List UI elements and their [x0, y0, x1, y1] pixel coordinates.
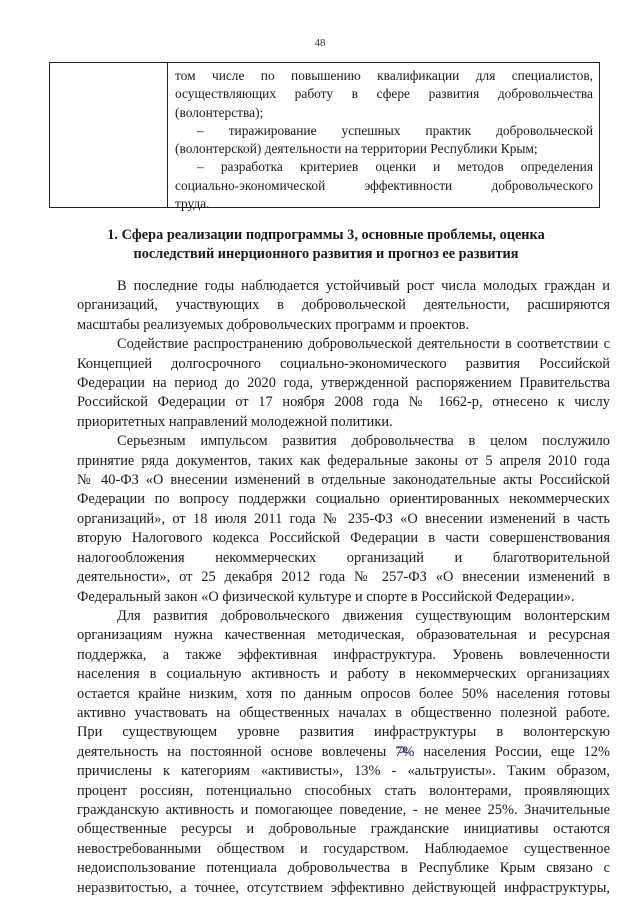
table-line: – разработка критериев оценки и методов определения — [197, 159, 593, 175]
body-line: Российской Федерации от 17 ноября 2008 года № 1662-р, отнесено к числу — [77, 394, 610, 411]
body-line: общественные ресурсы и добровольные гражданские инициативы остаются — [77, 821, 610, 838]
body-line: активно участвовать на общественных началах в общественно полезной работе. — [77, 704, 610, 721]
body-line: деятельность на постоянной основе вовлечены 7% населения России, еще 12% — [77, 743, 610, 760]
page-number: 48 — [314, 37, 326, 49]
body-line: В последние годы наблюдается устойчивый рост числа молодых граждан и — [117, 278, 610, 294]
body-line: процент россиян, потенциально способных стать волонтерами, проявляющих — [77, 782, 610, 799]
heading-line: 1. Сфера реализации подпрограммы 3, основные проблемы, оценка — [107, 227, 545, 243]
body-line: недоиспользование потенциала добровольчества в Республике Крым связано с — [77, 860, 610, 877]
body-line: Серьезным импульсом развития добровольчества в целом послужило — [117, 433, 610, 450]
table-line: осуществляющих работу в сфере развития добровольчества — [175, 86, 593, 102]
table-line: труда. — [175, 196, 210, 212]
body-line: Концепцией долгосрочного социально-экономического развития Российской — [77, 355, 610, 372]
body-line: невостребованными обществом и государством. Наблюдаемое существенное — [77, 840, 610, 857]
body-text — [77, 277, 610, 898]
table-line: (волонтерской) деятельности на территории Республики Крым; — [175, 141, 538, 157]
body-line: вторую Налогового кодекса Российской Федерации в части совершенствования — [77, 530, 610, 547]
body-line: неразвитостью, а точнее, отсутствием эффективно действующей инфраструктуры, — [77, 879, 610, 896]
body-line: При существующем уровне развития инфраструктуры в волонтерскую — [77, 724, 610, 741]
continued-table — [49, 62, 600, 212]
table-right-cell — [168, 63, 599, 212]
body-line: организаций», от 18 июля 2011 года № 235-ФЗ «О внесении изменений в часть — [77, 510, 610, 527]
body-line: организаций, участвующих в добровольческой деятельности, расширяются — [77, 297, 610, 314]
body-line: Федерации по вопросу поддержки социально ориентированных некоммерческих — [77, 491, 610, 508]
body-line: населения в социальную активность и работу в некоммерческих организациях — [77, 666, 610, 683]
table-left-cell — [50, 63, 168, 207]
body-line: деятельности», от 25 декабря 2012 года № 257-ФЗ «О внесении изменений в — [77, 569, 610, 586]
section-heading — [62, 226, 590, 264]
body-line: Федеральный закон «О физической культуре и спорте в Российской Федерации». — [77, 588, 575, 605]
body-line: Для развития добровольческого движения существующим волонтерским — [117, 607, 610, 624]
body-line: налогообложения некоммерческих организаций и благотворительной — [77, 549, 610, 566]
body-line: Содействие распространению добровольческой деятельности в соответствии с — [117, 336, 610, 353]
body-line: остается крайне низким, хотя по данным опросов более 50% населения готовы — [77, 685, 610, 702]
table-line: том числе по повышению квалификации для специалистов, — [175, 68, 593, 83]
table-line: социально-экономической эффективности добровольческого — [175, 177, 593, 193]
body-line: приоритетных направлений молодежной политики. — [77, 413, 393, 430]
body-line: причислены к категориям «активисты», 13% - «альтруисты». Таким образом, — [77, 763, 610, 780]
body-line: гражданскую активность и помогающее поведение, - не менее 25%. Значительные — [77, 801, 610, 818]
table-line: (волонтерства); — [175, 104, 264, 120]
body-line: поддержка, а также эффективная инфраструктура. Уровень вовлеченности — [77, 646, 610, 663]
body-line: масштабы реализуемых добровольческих программ и проектов. — [77, 316, 470, 333]
body-line: Федерации на период до 2020 года, утвержденной распоряжением Правительства — [77, 375, 610, 392]
handwritten-correction-mark — [397, 746, 411, 754]
table-line: – тиражирование успешных практик добровольческой — [197, 122, 593, 138]
body-line: организациям нужна качественная методическая, образовательная и ресурсная — [77, 627, 610, 644]
body-line: принятие ряда документов, таких как федеральные законы от 5 апреля 2010 года — [77, 452, 610, 469]
heading-line: последствий инерционного развития и прогноз ее развития — [133, 246, 519, 262]
body-line: № 40-ФЗ «О внесении изменений в отдельные законодательные акты Российской — [77, 472, 610, 489]
